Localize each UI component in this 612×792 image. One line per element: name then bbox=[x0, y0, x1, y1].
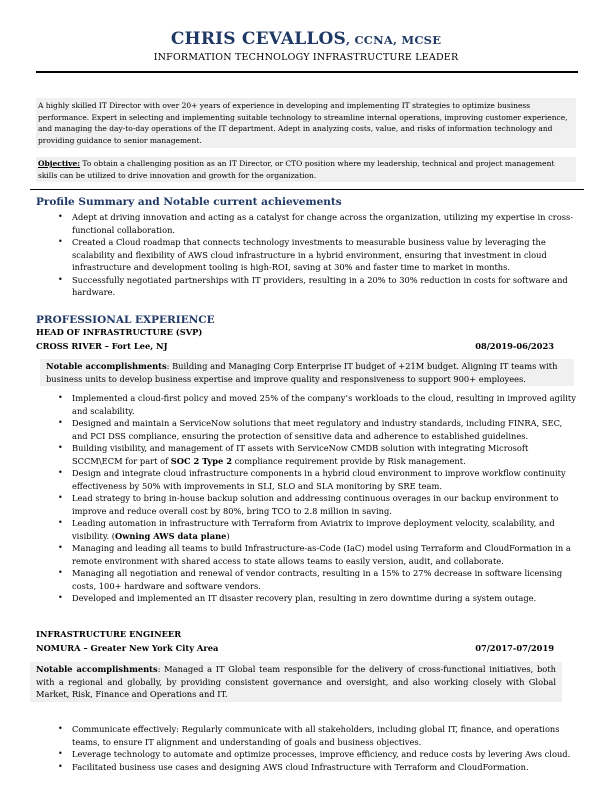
objective-text: To obtain a challenging position as an IT Director, or CTO position where my leadership, technical and project management skills can be utilized to drive innovation and growth for the organization. bbox=[38, 159, 555, 180]
list-item-text: Designed and maintain a ServiceNow solutions that meet regulatory and industry standards, including FINRA, SEC, and PCI DSS compliance, ensuring the protection of sensitive data and adherence to established guidelines. bbox=[72, 418, 563, 441]
list-item bbox=[36, 392, 576, 417]
job-title: INFRASTRUCTURE ENGINEER bbox=[36, 629, 182, 639]
list-item bbox=[36, 517, 576, 542]
list-item bbox=[36, 761, 576, 774]
list-item-text: Communicate effectively: Regularly communicate with all stakeholders, including global IT, finance, and operations teams, to ensure IT alignment and understanding of goals and business objectives. bbox=[72, 724, 560, 747]
list-item-text: Building visibility, and management of IT assets with ServiceNow CMDB solution with integrating Microsoft SCCM\ECM for part of bbox=[72, 443, 529, 466]
list-item-bold: SOC 2 Type 2 bbox=[170, 455, 232, 466]
list-item-text: Leading automation in infrastructure with Terraform from Aviatrix to improve deployment velocity, scalability, and visibility. ( bbox=[72, 518, 555, 541]
list-item-text: Managing all negotiation and renewal of vendor contracts, resulting in a 15% to 27% decrease in software licensing costs, 100+ hardware and software vendors. bbox=[72, 568, 563, 591]
list-item: • Adept at driving innovation and acting as a catalyst for change across the organization, utilizing my expertise in cross-functional collaboration. bbox=[36, 211, 576, 236]
profile-list bbox=[36, 211, 576, 299]
job-title: HEAD OF INFRASTRUCTURE (SVP) bbox=[36, 327, 203, 337]
objective-paragraph bbox=[36, 157, 576, 182]
job-bullets bbox=[36, 723, 576, 773]
list-item bbox=[36, 492, 576, 517]
credentials: , CCNA, MCSE bbox=[346, 33, 442, 47]
company-location: NOMURA – Greater New York City Area bbox=[36, 643, 219, 653]
list-item-text-end: ) bbox=[226, 530, 230, 541]
list-item-bold: Owning AWS data plane bbox=[114, 530, 227, 541]
list-item-text-end: compliance requirement provide by Risk management. bbox=[231, 455, 466, 466]
list-item-text: Leverage technology to automate and optimize processes, improve efficiency, and reduce costs by levering Aws cloud. bbox=[72, 749, 571, 759]
header-divider bbox=[36, 71, 578, 73]
experience-heading: PROFESSIONAL EXPERIENCE bbox=[36, 314, 215, 326]
list-item bbox=[36, 542, 576, 567]
section-divider bbox=[30, 189, 584, 190]
list-item: • Successfully negotiated partnerships with IT providers, resulting in a 20% to 30% reduction in costs for software and hardware. bbox=[36, 274, 576, 299]
notable-label: Notable accomplishments bbox=[36, 664, 158, 674]
summary-paragraph: A highly skilled IT Director with over 20+ years of experience in developing and implementing IT strategies to optimize business performance. Expert in selecting and implementing suitable technology to streamline internal operations, improving customer experience, and managing the day-to-day operations of the IT department. Adept in analyzing costs, value, and risks of information technology and providing guidance to senior management. bbox=[36, 98, 576, 148]
list-item bbox=[36, 467, 576, 492]
list-item bbox=[36, 723, 576, 748]
list-item: • Created a Cloud roadmap that connects technology investments to measurable business value by leveraging the scalability and flexibility of AWS cloud infrastructure in a hybrid environment, ensuring that investment in cloud infrastructure and development tooling is high-ROI, saving at 30% and faster time to market in months. bbox=[36, 236, 576, 274]
notable-text: : Managed a IT Global team responsible for the delivery of cross-functional initiatives, both with a regional and globally, by providing consistent governance and oversight, and also working closely with Global Market, Risk, Finance and Operations and IT. bbox=[36, 664, 556, 699]
notable-label: Notable accomplishments bbox=[46, 361, 167, 371]
candidate-name bbox=[0, 29, 612, 49]
notable-text: : Building and Managing Corp Enterprise IT budget of +21M budget. Aligning IT teams with business units to develop business expertise and improve quality and responsiveness to support 900+ employees. bbox=[46, 361, 558, 384]
list-item bbox=[36, 442, 576, 467]
professional-title: INFORMATION TECHNOLOGY INFRASTRUCTURE LEADER bbox=[153, 52, 459, 63]
job-bullets bbox=[36, 392, 576, 605]
list-item-text: Design and integrate cloud infrastructure components in a hybrid cloud environment to improve workflow continuity effectiveness by 50% with improvements in SLI, SLO and SLA monitoring by SRE team. bbox=[72, 468, 566, 491]
list-item bbox=[36, 417, 576, 442]
list-item bbox=[36, 592, 576, 605]
list-item bbox=[36, 748, 576, 761]
list-item-text: Implemented a cloud-first policy and moved 25% of the company’s workloads to the cloud, resulting in improved agility and scalability. bbox=[72, 393, 576, 416]
list-item-text: Developed and implemented an IT disaster recovery plan, resulting in zero downtime during a system outage. bbox=[72, 593, 537, 603]
list-item bbox=[36, 567, 576, 592]
list-item-text: Lead strategy to bring in-house backup solution and addressing continuous overages in our backup environment to improve and reduce overall cost by 80%, bring TCO to 2.8 million in saving. bbox=[72, 493, 559, 516]
list-item-text: Managing and leading all teams to build Infrastructure-as-Code (IaC) model using Terraform and CloudFormation in a remote environment with shared access to state allows teams to easily version, audit, and collaborate. bbox=[72, 543, 571, 566]
notable-accomplishments bbox=[40, 359, 574, 386]
notable-accomplishments bbox=[30, 662, 562, 702]
company-location: CROSS RIVER – Fort Lee, NJ bbox=[36, 341, 168, 351]
name-text: CHRIS CEVALLOS bbox=[170, 29, 347, 49]
profile-heading: Profile Summary and Notable current achievements bbox=[36, 196, 342, 208]
list-item-text: Facilitated business use cases and designing AWS cloud Infrastructure with Terraform and CloudFormation. bbox=[72, 761, 529, 772]
objective-label: Objective: bbox=[38, 159, 81, 168]
job-dates: 08/2019-06/2023 bbox=[475, 341, 554, 351]
job-dates: 07/2017-07/2019 bbox=[475, 643, 554, 653]
